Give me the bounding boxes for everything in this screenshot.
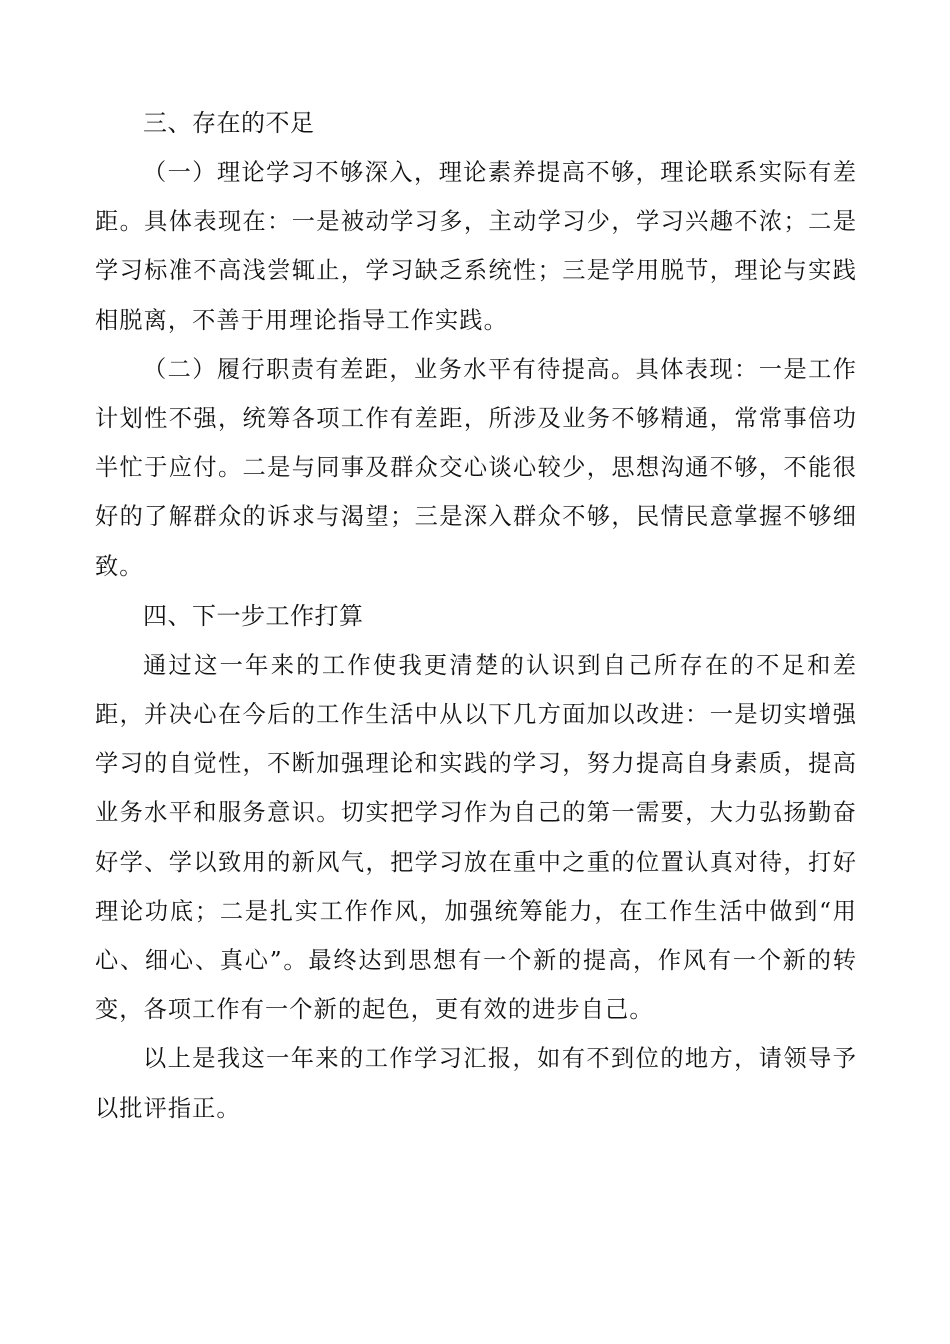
section-heading-next-steps: 四、下一步工作打算 xyxy=(143,601,364,630)
section-next-steps xyxy=(95,591,857,1133)
section-shortcomings xyxy=(95,98,857,591)
paragraph-improvement-plan: 通过这一年来的工作使我更清楚的认识到自己所存在的不足和差距，并决心在今后的工作生活中从以下几方面加以改进：一是切实增强学习的自觉性，不断加强理论和实践的学习，努力提高自身素质，提高业务水平和服务意识。切实把学习作为自己的第一需要，大力弘扬勤奋好学、学以致用的新风气，把学习放在重中之重的位置认真对待，打好理论功底；二是扎实工作作风，加强统筹能力，在工作生活中做到“用心、细心、真心”。最终达到思想有一个新的提高，作风有一个新的转变，各项工作有一个新的起色，更有效的进步自己。 xyxy=(95,651,857,1024)
document-page xyxy=(95,98,857,1133)
paragraph-closing: 以上是我这一年来的工作学习汇报，如有不到位的地方，请领导予以批评指正。 xyxy=(95,1045,857,1122)
paragraph-theory-study: （一）理论学习不够深入，理论素养提高不够，理论联系实际有差距。具体表现在：一是被动学习多，主动学习少，学习兴趣不浓；二是学习标准不高浅尝辄止，学习缺乏系统性；三是学用脱节，理论与实践相脱离，不善于用理论指导工作实践。 xyxy=(95,159,857,334)
paragraph-duty-performance: （二）履行职责有差距，业务水平有待提高。具体表现：一是工作计划性不强，统筹各项工作有差距，所涉及业务不够精通，常常事倍功半忙于应付。二是与同事及群众交心谈心较少，思想沟通不够，不能很好的了解群众的诉求与渴望；三是深入群众不够，民情民意掌握不够细致。 xyxy=(95,355,857,580)
section-heading-shortcomings: 三、存在的不足 xyxy=(143,109,315,137)
